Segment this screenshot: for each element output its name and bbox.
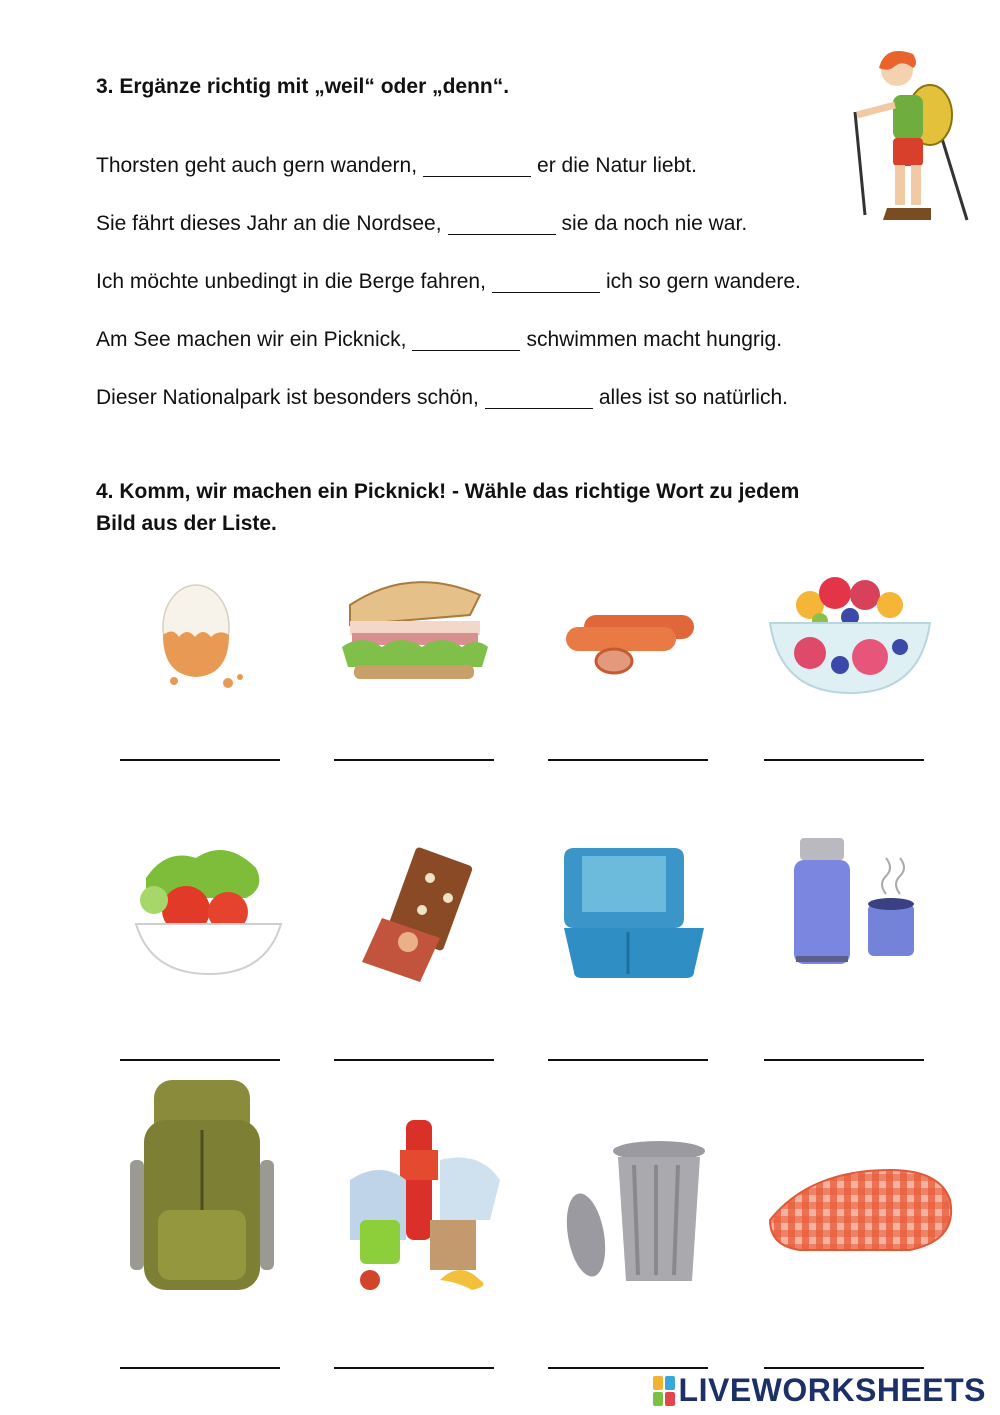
answer-field-10[interactable] (334, 1343, 494, 1369)
sentence-1-after: er die Natur liebt. (537, 154, 697, 177)
fruit-salad-icon (760, 565, 940, 715)
answer-field-9[interactable] (120, 1343, 280, 1369)
answer-field-5[interactable] (120, 1035, 280, 1061)
exercise-4-title (96, 476, 916, 540)
sentence-2-after: sie da noch nie war. (561, 212, 748, 235)
sentence-3-after: ich so gern wandere. (605, 270, 801, 293)
sentence-4 (96, 326, 782, 354)
sentence-3-blank[interactable] (492, 274, 600, 293)
liveworksheets-wordmark: LIVEWORKSHEETS (678, 1372, 986, 1408)
backpack-icon (116, 1070, 296, 1315)
salad-bowl-icon (116, 838, 286, 978)
answer-field-12[interactable] (764, 1343, 924, 1369)
exercise-3-title: 3. Ergänze richtig mit „weil“ oder „denn“. (96, 75, 510, 98)
hiker-icon (845, 40, 975, 240)
egg-icon (116, 565, 276, 705)
sentence-3-before: Ich möchte unbedingt in die Berge fahren, (96, 270, 486, 293)
answer-field-6[interactable] (334, 1035, 494, 1061)
sentence-4-blank[interactable] (412, 332, 520, 351)
answer-field-2[interactable] (334, 735, 494, 761)
picture-cell-11 (524, 1135, 724, 1375)
liveworksheets-logo (653, 1372, 986, 1409)
sentence-5 (96, 384, 788, 412)
picture-cell-10 (310, 1110, 510, 1350)
sentence-3 (96, 268, 801, 296)
sentence-5-before: Dieser Nationalpark ist besonders schön, (96, 386, 479, 409)
answer-field-8[interactable] (764, 1035, 924, 1061)
trash-pile-icon (330, 1110, 520, 1300)
exercise-4-title-line-2: Bild aus der Liste. (96, 512, 277, 535)
sentence-1-before: Thorsten geht auch gern wandern, (96, 154, 418, 177)
sentence-2-blank[interactable] (448, 216, 556, 235)
picture-cell-4 (740, 565, 940, 805)
picture-cell-12 (740, 1160, 940, 1400)
picnic-blanket-icon (760, 1160, 960, 1270)
answer-field-1[interactable] (120, 735, 280, 761)
liveworksheets-logo-icon (653, 1376, 675, 1406)
trash-can-icon (544, 1135, 714, 1295)
exercise-4-title-line-1: 4. Komm, wir machen ein Picknick! - Wähle das richtige Wort zu jedem (96, 480, 800, 503)
lunchbox-icon (544, 838, 714, 988)
answer-field-11[interactable] (548, 1343, 708, 1369)
picture-cell-6 (310, 838, 510, 1078)
sentence-5-blank[interactable] (485, 390, 593, 409)
sandwich-icon (330, 565, 500, 705)
sentence-2-before: Sie fährt dieses Jahr an die Nordsee, (96, 212, 442, 235)
sentence-5-after: alles ist so natürlich. (598, 386, 788, 409)
sentence-1-blank[interactable] (423, 158, 531, 177)
thermos-icon (760, 838, 940, 988)
answer-field-4[interactable] (764, 735, 924, 761)
chocolate-bar-icon (330, 838, 500, 988)
picture-cell-7 (524, 838, 724, 1078)
picture-cell-8 (740, 838, 940, 1078)
answer-field-3[interactable] (548, 735, 708, 761)
sentence-2 (96, 210, 747, 238)
picture-cell-1 (96, 565, 296, 805)
picture-cell-3 (524, 565, 724, 805)
answer-field-7[interactable] (548, 1035, 708, 1061)
sentence-1 (96, 152, 697, 180)
picture-cell-9 (96, 1070, 296, 1310)
picture-cell-2 (310, 565, 510, 805)
sentence-4-before: Am See machen wir ein Picknick, (96, 328, 407, 351)
sentence-4-after: schwimmen macht hungrig. (526, 328, 783, 351)
sausage-icon (544, 565, 714, 705)
picture-cell-5 (96, 838, 296, 1078)
